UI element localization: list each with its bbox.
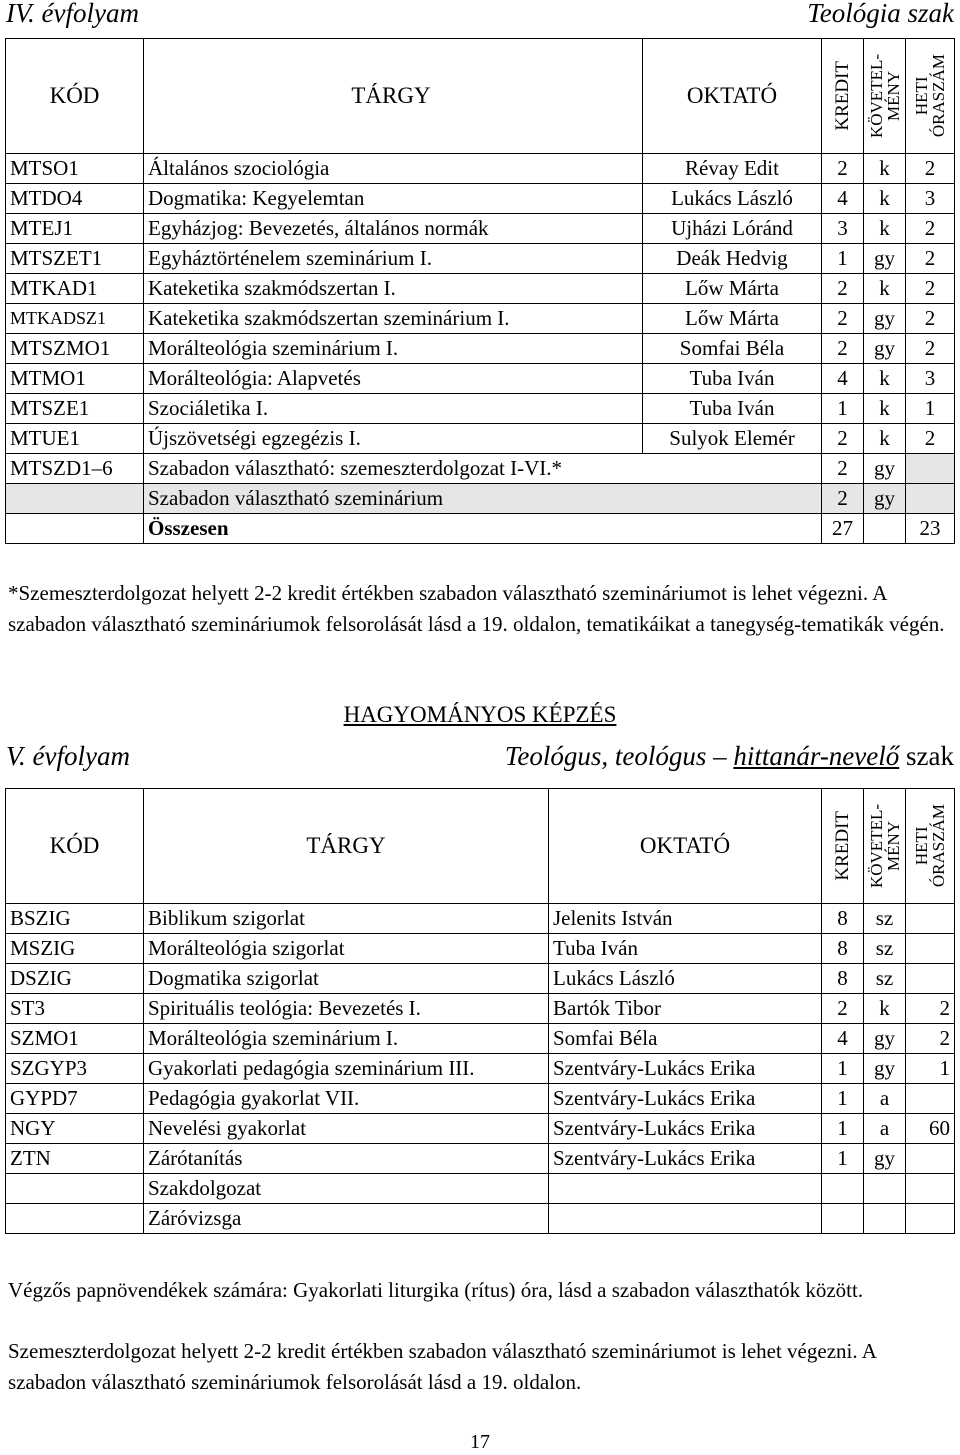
table-row	[6, 214, 955, 244]
cell-heti-oraszam: 2	[906, 424, 955, 454]
header-oktato: OKTATÓ	[643, 39, 822, 154]
cell-heti-oraszam	[906, 904, 955, 934]
cell-targy: Morálteológia szigorlat	[144, 934, 549, 964]
cell-kovetelmeny: sz	[864, 904, 906, 934]
cell-targy: Általános szociológia	[144, 154, 643, 184]
cell-kovetelmeny: k	[864, 274, 906, 304]
cell-kod: MTDO4	[6, 184, 144, 214]
cell-kredit: 2	[822, 454, 864, 484]
table-row	[6, 934, 955, 964]
header-targy-2: TÁRGY	[144, 789, 549, 904]
cell-kredit: 1	[822, 1054, 864, 1084]
table-row	[6, 334, 955, 364]
cell-kovetelmeny: k	[864, 394, 906, 424]
cell-heti-oraszam: 2	[906, 274, 955, 304]
cell-kod: MTMO1	[6, 364, 144, 394]
cell-kredit: 1	[822, 1144, 864, 1174]
cell-kovetelmeny: k	[864, 364, 906, 394]
cell-kod: MSZIG	[6, 934, 144, 964]
cell-kredit: 8	[822, 964, 864, 994]
course-table-5th-year	[5, 788, 955, 1234]
cell-oktato: Deák Hedvig	[643, 244, 822, 274]
cell-targy: Kateketika szakmódszertan szeminárium I.	[144, 304, 643, 334]
table-row	[6, 1084, 955, 1114]
cell-kredit: 1	[822, 394, 864, 424]
total-heti-oraszam: 23	[906, 514, 955, 544]
cell-targy: Biblikum szigorlat	[144, 904, 549, 934]
cell-kovetelmeny: gy	[864, 1054, 906, 1084]
total-label: Összesen	[144, 514, 822, 544]
cell-kovetelmeny: a	[864, 1084, 906, 1114]
cell-targy: Morálteológia szeminárium I.	[144, 1024, 549, 1054]
cell-oktato: Ujházi Lóránd	[643, 214, 822, 244]
cell-kredit: 1	[822, 1084, 864, 1114]
cell-kod: NGY	[6, 1114, 144, 1144]
cell-targy: Szabadon választható szeminárium	[144, 484, 822, 514]
header-kredit: KREDIT	[822, 39, 864, 154]
cell-kredit: 4	[822, 364, 864, 394]
cell-kod: MTKAD1	[6, 274, 144, 304]
cell-kod: GYPD7	[6, 1084, 144, 1114]
table-row	[6, 1024, 955, 1054]
cell-oktato: Tuba Iván	[549, 934, 822, 964]
header-kod: KÓD	[6, 39, 144, 154]
table-row	[6, 1174, 955, 1204]
cell-kod: SZGYP3	[6, 1054, 144, 1084]
footnote-2: Végzős papnövendékek számára: Gyakorlati liturgika (rítus) óra, lásd a szabadon választhatók között.	[8, 1278, 864, 1302]
cell-oktato: Lukács László	[549, 964, 822, 994]
cell-kredit: 8	[822, 904, 864, 934]
cell-kredit: 8	[822, 934, 864, 964]
cell-heti-oraszam	[906, 964, 955, 994]
header-kredit-2: KREDIT	[822, 789, 864, 904]
cell-heti-oraszam: 1	[906, 394, 955, 424]
header-heti-oraszam-2: HETI ÓRASZÁM	[906, 789, 955, 904]
cell-oktato: Jelenits István	[549, 904, 822, 934]
major-label: Teológia szak	[807, 0, 954, 28]
cell-kovetelmeny	[864, 1204, 906, 1234]
year-label: IV. évfolyam	[6, 0, 139, 28]
cell-kovetelmeny: sz	[864, 934, 906, 964]
cell-kod: ST3	[6, 994, 144, 1024]
page-number: 17	[470, 1431, 490, 1453]
cell-kod	[6, 1174, 144, 1204]
cell-targy: Morálteológia: Alapvetés	[144, 364, 643, 394]
table-row	[6, 1114, 955, 1144]
cell-kredit: 2	[822, 274, 864, 304]
cell-oktato: Tuba Iván	[643, 364, 822, 394]
cell-oktato	[549, 1204, 822, 1234]
major-label-2: Teológus, teológus ‒ hittanár-nevelő szak	[504, 741, 954, 771]
cell-kod: MTSZE1	[6, 394, 144, 424]
header-oktato-2: OKTATÓ	[549, 789, 822, 904]
cell-targy: Szabadon választható: szemeszterdolgozat I-VI.*	[144, 454, 822, 484]
cell-kovetelmeny: a	[864, 1114, 906, 1144]
year-label-2: V. évfolyam	[6, 741, 130, 771]
cell-kovetelmeny: gy	[864, 244, 906, 274]
cell-targy: Spirituális teológia: Bevezetés I.	[144, 994, 549, 1024]
table-row	[6, 1054, 955, 1084]
table-row	[6, 364, 955, 394]
table-header-row-2	[6, 789, 955, 904]
table-row	[6, 1204, 955, 1234]
cell-kredit: 4	[822, 1024, 864, 1054]
table-row	[6, 394, 955, 424]
cell-kovetelmeny: sz	[864, 964, 906, 994]
table-row	[6, 184, 955, 214]
cell-heti-oraszam: 2	[906, 244, 955, 274]
table-row	[6, 154, 955, 184]
cell-kod: MTEJ1	[6, 214, 144, 244]
cell-heti-oraszam	[906, 1084, 955, 1114]
header-kod-2: KÓD	[6, 789, 144, 904]
cell-oktato: Lukács László	[643, 184, 822, 214]
table-row	[6, 964, 955, 994]
total-kredit: 27	[822, 514, 864, 544]
cell-kod	[6, 514, 144, 544]
cell-heti-oraszam: 60	[906, 1114, 955, 1144]
cell-oktato: Somfai Béla	[643, 334, 822, 364]
cell-kredit	[822, 1174, 864, 1204]
cell-targy: Szociáletika I.	[144, 394, 643, 424]
header-heti-oraszam: HETI ÓRASZÁM	[906, 39, 955, 154]
table-header-row	[6, 39, 955, 154]
cell-heti-oraszam	[906, 934, 955, 964]
cell-targy: Egyházjog: Bevezetés, általános normák	[144, 214, 643, 244]
footnote-1: *Szemeszterdolgozat helyett 2-2 kredit értékben szabadon választható szemináriumot is lehet végezni. A szabadon választható szemináriumok felsorolását lásd a 19. oldalon, tematikáikat a tanegység-tematikák végén.	[8, 581, 945, 636]
cell-targy: Egyháztörténelem szeminárium I.	[144, 244, 643, 274]
section1-heading	[6, 0, 954, 32]
cell-kovetelmeny: gy	[864, 454, 906, 484]
table-row-total	[6, 514, 955, 544]
cell-kovetelmeny: gy	[864, 304, 906, 334]
cell-kod: MTSZD1‒6	[6, 454, 144, 484]
cell-kovetelmeny	[864, 1174, 906, 1204]
cell-kod: MTSZMO1	[6, 334, 144, 364]
cell-kredit: 1	[822, 1114, 864, 1144]
cell-kod: SZMO1	[6, 1024, 144, 1054]
table-row	[6, 994, 955, 1024]
cell-targy: Dogmatika szigorlat	[144, 964, 549, 994]
table-row	[6, 904, 955, 934]
cell-kovetelmeny: gy	[864, 1024, 906, 1054]
header-targy: TÁRGY	[144, 39, 643, 154]
table-row-elective-thesis	[6, 454, 955, 484]
table-row-elective-seminar	[6, 484, 955, 514]
cell-heti-oraszam: 2	[906, 334, 955, 364]
cell-kredit: 3	[822, 214, 864, 244]
cell-kod	[6, 1204, 144, 1234]
cell-kredit: 2	[822, 334, 864, 364]
table-row	[6, 304, 955, 334]
cell-kod: ZTN	[6, 1144, 144, 1174]
cell-kovetelmeny: k	[864, 214, 906, 244]
cell-heti-oraszam	[906, 484, 955, 514]
cell-targy: Morálteológia szeminárium I.	[144, 334, 643, 364]
course-table-4th-year	[5, 38, 955, 544]
header-kovetelmeny-2: KÖVETEL- MÉNY	[864, 789, 906, 904]
cell-oktato	[549, 1174, 822, 1204]
cell-kovetelmeny: gy	[864, 1144, 906, 1174]
hagyomanyos-title: HAGYOMÁNYOS KÉPZÉS	[343, 702, 617, 727]
cell-targy: Újszövetségi egzegézis I.	[144, 424, 643, 454]
table-row	[6, 424, 955, 454]
cell-heti-oraszam: 2	[906, 1024, 955, 1054]
cell-targy: Kateketika szakmódszertan I.	[144, 274, 643, 304]
table-row	[6, 1144, 955, 1174]
cell-kredit: 2	[822, 424, 864, 454]
cell-heti-oraszam	[906, 1204, 955, 1234]
cell-kovetelmeny: gy	[864, 334, 906, 364]
cell-oktato: Bartók Tibor	[549, 994, 822, 1024]
cell-kredit	[822, 1204, 864, 1234]
cell-heti-oraszam: 1	[906, 1054, 955, 1084]
cell-heti-oraszam: 2	[906, 994, 955, 1024]
cell-targy: Zárótanítás	[144, 1144, 549, 1174]
cell-kredit: 4	[822, 184, 864, 214]
cell-kovetelmeny: gy	[864, 484, 906, 514]
cell-oktato: Somfai Béla	[549, 1024, 822, 1054]
cell-targy: Dogmatika: Kegyelemtan	[144, 184, 643, 214]
cell-targy: Gyakorlati pedagógia szeminárium III.	[144, 1054, 549, 1084]
cell-kod: DSZIG	[6, 964, 144, 994]
cell-oktato: Révay Edit	[643, 154, 822, 184]
header-kovetelmeny: KÖVETEL- MÉNY	[864, 39, 906, 154]
cell-heti-oraszam: 2	[906, 214, 955, 244]
cell-oktato: Lőw Márta	[643, 274, 822, 304]
cell-kovetelmeny: k	[864, 184, 906, 214]
section2-heading	[6, 741, 954, 775]
cell-heti-oraszam	[906, 1174, 955, 1204]
cell-kredit: 1	[822, 244, 864, 274]
cell-oktato: Szentváry-Lukács Erika	[549, 1144, 822, 1174]
cell-oktato: Szentváry-Lukács Erika	[549, 1054, 822, 1084]
table-row	[6, 274, 955, 304]
cell-kredit: 2	[822, 304, 864, 334]
cell-kovetelmeny: k	[864, 154, 906, 184]
cell-heti-oraszam	[906, 454, 955, 484]
cell-kredit: 2	[822, 484, 864, 514]
cell-kod: MTSO1	[6, 154, 144, 184]
cell-kovetelmeny: k	[864, 424, 906, 454]
cell-oktato: Szentváry-Lukács Erika	[549, 1084, 822, 1114]
cell-kredit: 2	[822, 154, 864, 184]
cell-heti-oraszam	[906, 1144, 955, 1174]
cell-kovetelmeny	[864, 514, 906, 544]
footnote-3: Szemeszterdolgozat helyett 2-2 kredit értékben szabadon választható szemináriumot is lehet végezni. A szabadon választható szemináriumok felsorolását lásd a 19. oldalon.	[8, 1339, 876, 1394]
cell-kod: MTSZET1	[6, 244, 144, 274]
cell-heti-oraszam: 3	[906, 364, 955, 394]
cell-oktato: Lőw Márta	[643, 304, 822, 334]
cell-targy: Záróvizsga	[144, 1204, 549, 1234]
cell-kod: MTUE1	[6, 424, 144, 454]
cell-kovetelmeny: k	[864, 994, 906, 1024]
cell-targy: Pedagógia gyakorlat VII.	[144, 1084, 549, 1114]
cell-targy: Szakdolgozat	[144, 1174, 549, 1204]
cell-targy: Nevelési gyakorlat	[144, 1114, 549, 1144]
cell-kredit: 2	[822, 994, 864, 1024]
cell-oktato: Tuba Iván	[643, 394, 822, 424]
cell-kod: MTKADSZ1	[6, 304, 144, 334]
cell-heti-oraszam: 2	[906, 304, 955, 334]
cell-kod: BSZIG	[6, 904, 144, 934]
cell-oktato: Szentváry-Lukács Erika	[549, 1114, 822, 1144]
cell-oktato: Sulyok Elemér	[643, 424, 822, 454]
cell-heti-oraszam: 3	[906, 184, 955, 214]
table-row	[6, 244, 955, 274]
cell-heti-oraszam: 2	[906, 154, 955, 184]
cell-kod	[6, 484, 144, 514]
